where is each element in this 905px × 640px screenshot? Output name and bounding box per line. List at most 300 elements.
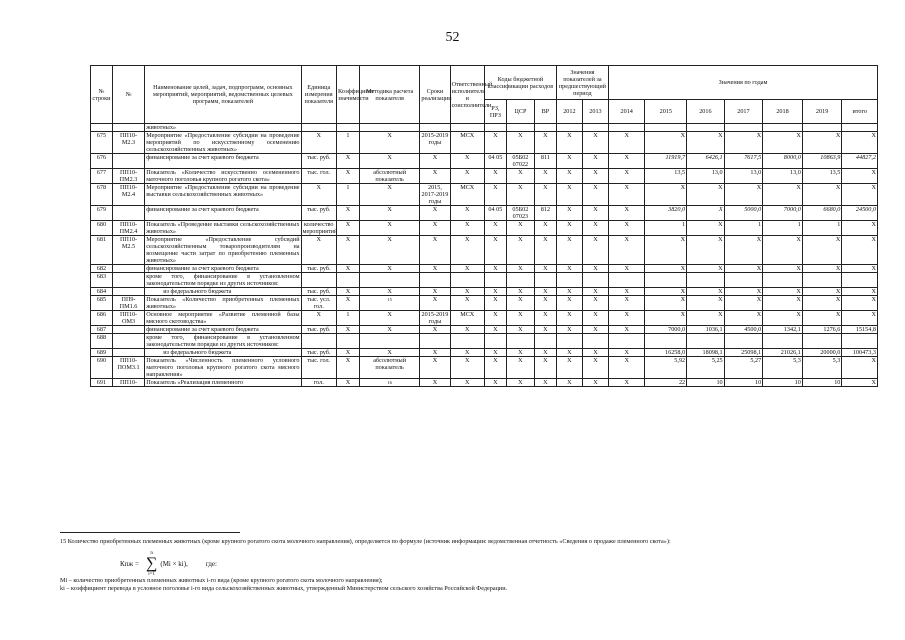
row-method: Х [359, 288, 419, 296]
row-2014: Х [608, 311, 644, 326]
row-responsible: Х [450, 265, 484, 273]
row-2014: Х [608, 221, 644, 236]
row-2016: 13,0 [687, 169, 725, 184]
row-coef: Х [336, 206, 359, 221]
row-2019: 5,3 [802, 357, 842, 379]
row-unit: тыс. руб. [301, 154, 336, 169]
row-term: 2015, 2017-2019 годы [421, 184, 449, 205]
hdr-csr: ЦСР [506, 100, 534, 124]
row-code: ПП10-М2.5 [112, 236, 144, 265]
row-vr: Х [534, 169, 556, 184]
row-2017: 5,27 [724, 357, 763, 379]
row-2017: 4500,0 [724, 326, 763, 334]
row-2013 [582, 334, 608, 349]
footnote-formula [120, 551, 221, 577]
table-row [91, 184, 878, 206]
row-2016: Х [687, 236, 725, 265]
row-unit: гол. [301, 379, 336, 387]
row-number: 681 [91, 236, 113, 265]
row-2015 [645, 273, 687, 288]
table-row [91, 206, 878, 221]
table-row [91, 296, 878, 311]
row-2019: 6680,0 [802, 206, 842, 221]
row-2015: Х [645, 311, 687, 326]
row-vr: Х [534, 296, 556, 311]
row-2017: Х [724, 184, 763, 206]
row-responsible: Х [450, 206, 484, 221]
hdr-2019: 2019 [802, 100, 842, 124]
row-coef: Х [336, 265, 359, 273]
row-code [112, 206, 144, 221]
row-number: 680 [91, 221, 113, 236]
row-coef: Х [336, 154, 359, 169]
row-name: из федерального бюджета [145, 349, 301, 357]
row-total: Х [842, 236, 878, 265]
row-2014: Х [608, 132, 644, 154]
formula-lhs: Кпж = [120, 560, 139, 568]
row-method: абсолютный показатель [359, 169, 419, 184]
row-unit: Х [301, 184, 336, 206]
row-unit: тыс. руб. [301, 349, 336, 357]
row-responsible: МСХ [450, 311, 484, 326]
row-csr: Х [506, 236, 534, 265]
row-method: Х [359, 326, 419, 334]
row-responsible: Х [450, 221, 484, 236]
row-unit: Х [301, 236, 336, 265]
row-2016: Х [687, 288, 725, 296]
row-2018: Х [763, 288, 803, 296]
row-term: Х [420, 265, 450, 273]
row-2019: Х [802, 296, 842, 311]
row-2014: Х [608, 326, 644, 334]
row-vr: Х [534, 265, 556, 273]
row-responsible: МСХ [450, 184, 484, 206]
row-method: абсолютный показатель [359, 357, 419, 379]
row-method: Х [359, 184, 419, 206]
row-responsible: Х [450, 357, 484, 379]
row-2018: 7000,0 [763, 206, 803, 221]
row-name: Мероприятие «Предоставление субсидий сельскохозяйственным товаропроизводителям на возмещение части затрат по приобретению племенных животных» [146, 236, 300, 264]
row-responsible: МСХ [450, 132, 484, 154]
row-2012: Х [556, 296, 582, 311]
row-2016: 10 [687, 379, 725, 387]
row-coef: Х [336, 288, 359, 296]
row-2016: Х [687, 184, 725, 206]
row-total: Х [842, 357, 878, 379]
row-csr: Х [506, 265, 534, 273]
row-2015: Х [645, 236, 687, 265]
row-2018: Х [763, 296, 803, 311]
row-csr: 05Б02 07022 [506, 154, 534, 169]
row-unit: тыс. руб. [301, 265, 336, 273]
row-term: Х [420, 349, 450, 357]
row-2015: 5,92 [645, 357, 687, 379]
row-csr: Х [506, 288, 534, 296]
row-coef [336, 334, 359, 349]
row-term: 2015-2019 годы [420, 132, 450, 154]
row-2013: Х [582, 288, 608, 296]
footnote-line-3: ki – коэффициент перевода в условное поголовье i-го вида сельскохозяйственных животных, утвержденный Министерством сельского хозяйства Российской Федерации. [60, 585, 508, 592]
row-method: Х [359, 132, 419, 154]
row-name: финансирование за счет краевого бюджета [145, 326, 301, 334]
row-method [359, 334, 419, 349]
row-2012 [556, 334, 582, 349]
row-code [112, 273, 144, 288]
row-2019: 1 [802, 221, 842, 236]
table-row [91, 334, 878, 349]
row-name: финансирование за счет краевого бюджета [145, 265, 301, 273]
row-2012: Х [556, 288, 582, 296]
table-row [91, 132, 878, 154]
row-coef: Х [336, 349, 359, 357]
row-total: Х [842, 132, 878, 154]
row-vr: Х [534, 236, 556, 265]
row-coef: 1 [336, 311, 359, 326]
row-responsible: Х [450, 296, 484, 311]
row-2013: Х [582, 236, 608, 265]
row-2016: Х [687, 265, 725, 273]
row-method: Х [359, 154, 419, 169]
row-rz: Х [484, 349, 506, 357]
row-2019: 20000,0 [802, 349, 842, 357]
row-responsible: Х [450, 154, 484, 169]
row-responsible: Х [450, 326, 484, 334]
row-2013: Х [582, 265, 608, 273]
table-row [91, 349, 878, 357]
row-2019: 10 [802, 379, 842, 387]
row-name: финансирование за счет краевого бюджета [145, 206, 301, 221]
row-rz: Х [484, 265, 506, 273]
row-term: Х [420, 154, 450, 169]
row-2014: Х [608, 184, 644, 206]
row-csr: 05Б02 07023 [506, 206, 534, 221]
row-coef [336, 273, 359, 288]
row-2014: Х [608, 379, 644, 387]
table-row [91, 379, 878, 387]
row-2019: 10863,9 [802, 154, 842, 169]
row-term: Х [420, 221, 450, 236]
row-2018: Х [763, 132, 803, 154]
row-vr: Х [534, 288, 556, 296]
hdr-years: Значения по годам [608, 66, 877, 100]
row-total: Х [842, 265, 878, 273]
hdr-name: Наименование целей, задач, подпрограмм, основных мероприятий, мероприятий, ведомственных целевых программ, показателей [145, 66, 301, 124]
row-2017: 10 [724, 379, 763, 387]
footnote-divider [60, 532, 240, 533]
row-rz: Х [484, 379, 506, 387]
formula-where: где: [205, 560, 217, 568]
row-2014: Х [608, 349, 644, 357]
row-responsible: Х [450, 236, 484, 265]
row-term: Х [420, 206, 450, 221]
row-2017: Х [724, 265, 763, 273]
row-coef: Х [336, 236, 359, 265]
row-responsible: Х [450, 169, 484, 184]
row-2017 [724, 334, 763, 349]
hdr-coef: Коэффициент значимости [336, 66, 359, 124]
row-responsible: Х [450, 288, 484, 296]
row-2017: 25098,1 [724, 349, 763, 357]
row-rz: Х [484, 184, 506, 206]
row-term: Х [420, 357, 450, 379]
hdr-2012: 2012 [556, 100, 582, 124]
row-vr: Х [534, 326, 556, 334]
page-number: 52 [445, 30, 460, 45]
table-row [91, 154, 878, 169]
row-vr: Х [534, 311, 556, 326]
table-row [91, 236, 878, 265]
row-term: Х [420, 379, 450, 387]
row-vr: Х [534, 184, 556, 206]
row-2012: Х [556, 221, 582, 236]
row-code: ПП10-ОМ3 [112, 311, 144, 326]
row-code [112, 334, 144, 349]
row-responsible: Х [450, 379, 484, 387]
row-number: 682 [91, 265, 113, 273]
row-number: 687 [91, 326, 113, 334]
table-row [91, 273, 878, 288]
row-2015: Х [645, 132, 687, 154]
row-responsible [450, 273, 484, 288]
row-2013: Х [582, 357, 608, 379]
row-total: Х [842, 379, 878, 387]
row-2014 [608, 334, 644, 349]
row-2014: Х [608, 357, 644, 379]
table-row [91, 326, 878, 334]
row-unit: тыс. руб. [301, 206, 336, 221]
row-term: Х [420, 296, 450, 311]
row-total [842, 334, 878, 349]
row-2018: Х [763, 236, 803, 265]
row-coef: Х [336, 357, 359, 379]
row-vr: Х [534, 221, 556, 236]
row-rz [484, 334, 506, 349]
row-method: 15 [359, 296, 419, 311]
row-name: из федерального бюджета [145, 288, 301, 296]
row-2016: Х [687, 221, 725, 236]
row-method [359, 273, 419, 288]
hdr-2016: 2016 [687, 100, 725, 124]
row-2012: Х [556, 349, 582, 357]
row-rz: 04 05 [484, 154, 506, 169]
row-2013: Х [582, 311, 608, 326]
hdr-2015: 2015 [645, 100, 687, 124]
row-coef: 1 [336, 184, 359, 206]
row-2018: 13,0 [763, 169, 803, 184]
row-total: Х [842, 296, 878, 311]
row-2013: Х [582, 326, 608, 334]
row-total: Х [842, 311, 878, 326]
row-unit [301, 273, 336, 288]
row-rz: 04 05 [484, 206, 506, 221]
row-2018: Х [763, 311, 803, 326]
row-code [112, 349, 144, 357]
row-2012: Х [556, 206, 582, 221]
table-row [91, 169, 878, 184]
table-row [91, 265, 878, 273]
row-2016: Х [687, 311, 725, 326]
row-2017: Х [724, 296, 763, 311]
row-2015: 11919,7 [645, 154, 687, 169]
row-code: ПП10-М2.4 [112, 184, 144, 206]
row-term: 2015-2019 годы [421, 311, 449, 325]
row-2017: 5000,0 [724, 206, 763, 221]
row-term: Х [420, 288, 450, 296]
row-vr: Х [534, 349, 556, 357]
row-2019: Х [802, 132, 842, 154]
row-number: 678 [91, 184, 113, 206]
row-rz [484, 273, 506, 288]
row-2013: Х [582, 184, 608, 206]
footnote-line-1: 15 Количество приобретенных племенных животных (кроме крупного рогатого скота молочного направления), определяется по формуле (источник информации: ведомственная отчетность «Сведения о продаже племенного скота»): [60, 538, 671, 545]
row-2013: Х [582, 132, 608, 154]
row-2012 [556, 273, 582, 288]
row-code [112, 154, 144, 169]
row-2012: Х [556, 326, 582, 334]
row-2018 [763, 334, 803, 349]
row-2019: Х [802, 184, 842, 206]
row-2018: 1342,1 [763, 326, 803, 334]
row-term [420, 334, 450, 349]
row-2016: 5,25 [687, 357, 725, 379]
row-unit: количество мероприятий [302, 221, 338, 235]
row-2017: 1 [724, 221, 763, 236]
row-csr: Х [506, 349, 534, 357]
hdr-rz: РЗ, ПРЗ [484, 100, 506, 124]
table-row [91, 288, 878, 296]
row-2015: Х [645, 265, 687, 273]
row-2015 [645, 334, 687, 349]
table-row [91, 311, 878, 326]
row-unit: Х [301, 132, 336, 154]
row-csr: Х [506, 357, 534, 379]
row-2012: Х [556, 132, 582, 154]
row-term: Х [420, 236, 450, 265]
row-vr [534, 334, 556, 349]
row-unit: тыс. гол. [301, 357, 336, 379]
hdr-codes: Коды бюджетной классификации расходов [484, 66, 556, 100]
row-method: Х [359, 311, 419, 326]
row-method: Х [359, 236, 419, 265]
row-2016 [687, 273, 725, 288]
row-2019 [802, 334, 842, 349]
row-code: ПП9-ПМ1.6 [112, 296, 144, 311]
row-responsible [450, 334, 484, 349]
table-row [91, 357, 878, 379]
row-csr: Х [506, 132, 534, 154]
row-2018: Х [763, 265, 803, 273]
row-2017: Х [724, 236, 763, 265]
row-method: Х [359, 265, 419, 273]
row-2013: Х [582, 379, 608, 387]
row-code [112, 288, 144, 296]
hdr-unit: Единица измерения показателя [301, 66, 336, 124]
row-number: 688 [91, 334, 113, 349]
row-2019: Х [802, 236, 842, 265]
row-name: Показатель «Реализация племенного [145, 379, 301, 387]
hdr-total: итого [842, 100, 878, 124]
row-code [112, 326, 144, 334]
formula-upper-limit: n [150, 551, 153, 556]
row-2014 [608, 273, 644, 288]
row-coef: Х [336, 169, 359, 184]
row-code: ПП10-М2.3 [112, 132, 144, 154]
row-2015: 1 [645, 221, 687, 236]
row-method: Х [359, 221, 419, 236]
row-code: ПП10-ПМ2.4 [112, 221, 144, 236]
row-2019 [802, 273, 842, 288]
row-2016 [687, 334, 725, 349]
row-2015: 13,5 [645, 169, 687, 184]
row-2014: Х [608, 154, 644, 169]
row-2017: Х [724, 288, 763, 296]
row-2013: Х [582, 154, 608, 169]
row-csr [506, 334, 534, 349]
row-responsible: Х [450, 349, 484, 357]
row-2013: Х [582, 349, 608, 357]
row-2015: 3820,0 [645, 206, 687, 221]
row-code: ПП10-ПОМ3.1 [112, 357, 144, 379]
row-2013: Х [582, 169, 608, 184]
continuation-text: животных» [145, 124, 301, 132]
row-total: Х [842, 169, 878, 184]
row-rz: Х [484, 311, 506, 326]
row-rz: Х [484, 326, 506, 334]
row-csr: Х [506, 296, 534, 311]
row-2013: Х [582, 296, 608, 311]
row-2012: Х [556, 236, 582, 265]
indicator-table [90, 65, 878, 387]
row-code: ПП10- [112, 379, 144, 387]
row-2014: Х [608, 296, 644, 311]
row-2012: Х [556, 154, 582, 169]
row-2013: Х [582, 206, 608, 221]
row-coef: Х [336, 379, 359, 387]
row-name: кроме того, финансирование в установленном законодательством порядке из других источников: [146, 334, 300, 348]
row-csr: Х [506, 311, 534, 326]
row-vr: Х [534, 357, 556, 379]
row-2012: Х [556, 265, 582, 273]
row-term [420, 273, 450, 288]
row-2015: 16258,0 [645, 349, 687, 357]
row-2018: 1 [763, 221, 803, 236]
row-total: 100473,3 [842, 349, 878, 357]
row-number: 684 [91, 288, 113, 296]
row-2015: Х [645, 296, 687, 311]
row-2014: Х [608, 288, 644, 296]
footnote-line-2: Mi – количество приобретенных племенных животных i-го вида (кроме крупного рогатого скота молочного направления); [60, 577, 383, 584]
row-rz: Х [484, 236, 506, 265]
hdr-2013: 2013 [582, 100, 608, 124]
row-term: Х [420, 326, 450, 334]
row-2017: Х [724, 311, 763, 326]
row-term: Х [420, 169, 450, 184]
row-coef: 1 [336, 132, 359, 154]
row-code [112, 265, 144, 273]
row-2018: 8000,0 [763, 154, 803, 169]
row-2018: 21026,1 [763, 349, 803, 357]
row-2016: Х [687, 296, 725, 311]
row-vr: Х [534, 379, 556, 387]
row-total [842, 273, 878, 288]
row-unit: Х [301, 311, 336, 326]
row-name: финансирование за счет краевого бюджета [145, 154, 301, 169]
row-number: 686 [91, 311, 113, 326]
row-coef: Х [336, 296, 359, 311]
row-csr: Х [506, 169, 534, 184]
row-name: Мероприятие «Предоставление субсидии на проведение выставки сельскохозяйственных животных» [145, 184, 301, 206]
row-name: Показатель «Количество искусственно осемененного маточного поголовья крупного рогатого скота» [146, 169, 300, 183]
